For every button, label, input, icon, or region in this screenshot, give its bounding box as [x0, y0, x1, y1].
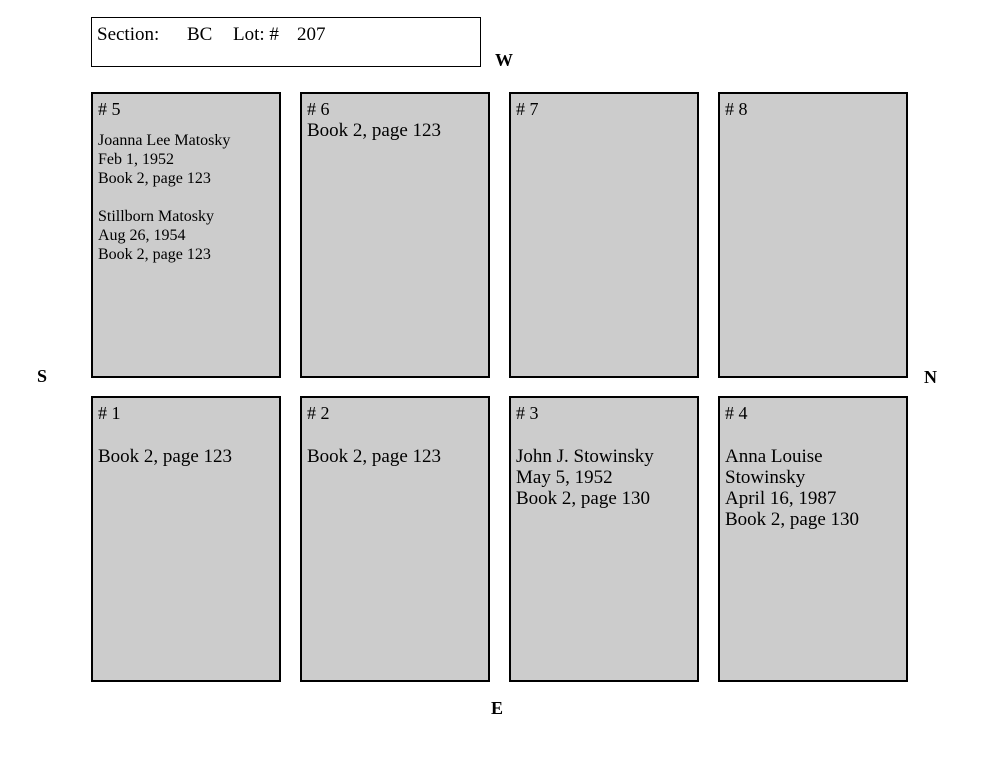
plot-1 — [91, 396, 281, 682]
plot-entry — [307, 446, 483, 467]
entry-line: Anna Louise — [725, 446, 823, 467]
entry-line: Feb 1, 1952 — [98, 151, 174, 168]
plot-entry — [98, 207, 274, 264]
compass-north: N — [924, 367, 937, 387]
plot-number: # 3 — [516, 403, 539, 423]
entry-line: Stillborn Matosky — [98, 208, 215, 225]
plot-entry — [98, 446, 274, 467]
entry-line: Book 2, page 130 — [516, 488, 651, 509]
entry-line: Book 2, page 123 — [307, 446, 442, 467]
plot-number: # 4 — [725, 403, 748, 423]
lot-label: Lot: # — [233, 24, 279, 45]
section-lot-header — [91, 17, 481, 67]
entry-line: May 5, 1952 — [516, 467, 613, 488]
plot-6 — [300, 92, 490, 378]
entry-line: Aug 26, 1954 — [98, 227, 186, 244]
plot-entry — [725, 446, 901, 530]
entry-line: Book 2, page 123 — [307, 120, 442, 141]
compass-west: W — [495, 50, 513, 70]
plot-number: # 5 — [98, 99, 121, 119]
entry-line: Stowinsky — [725, 467, 806, 488]
section-label: Section: — [97, 24, 160, 45]
plot-entry — [307, 120, 483, 141]
plot-number: # 6 — [307, 99, 330, 119]
section-value: BC — [187, 24, 213, 45]
lot-value: 207 — [297, 24, 326, 45]
plot-2 — [300, 396, 490, 682]
entry-line: April 16, 1987 — [725, 488, 837, 509]
plot-number: # 1 — [98, 403, 121, 423]
plot-number: # 8 — [725, 99, 748, 119]
compass-east: E — [491, 698, 504, 718]
entry-line: Book 2, page 123 — [98, 170, 211, 187]
entry-line: Joanna Lee Matosky — [98, 132, 231, 149]
plot-3 — [509, 396, 699, 682]
entry-line: John J. Stowinsky — [516, 446, 654, 467]
entry-line: Book 2, page 123 — [98, 246, 211, 263]
compass-south: S — [37, 366, 48, 386]
plot-8 — [718, 92, 908, 378]
plot-5 — [91, 92, 281, 378]
plot-entry — [516, 446, 692, 509]
entry-line: Book 2, page 123 — [98, 446, 233, 467]
plot-7 — [509, 92, 699, 378]
plot-entry — [98, 131, 274, 188]
plot-number: # 7 — [516, 99, 539, 119]
plot-number: # 2 — [307, 403, 330, 423]
plot-4 — [718, 396, 908, 682]
entry-line: Book 2, page 130 — [725, 509, 860, 530]
